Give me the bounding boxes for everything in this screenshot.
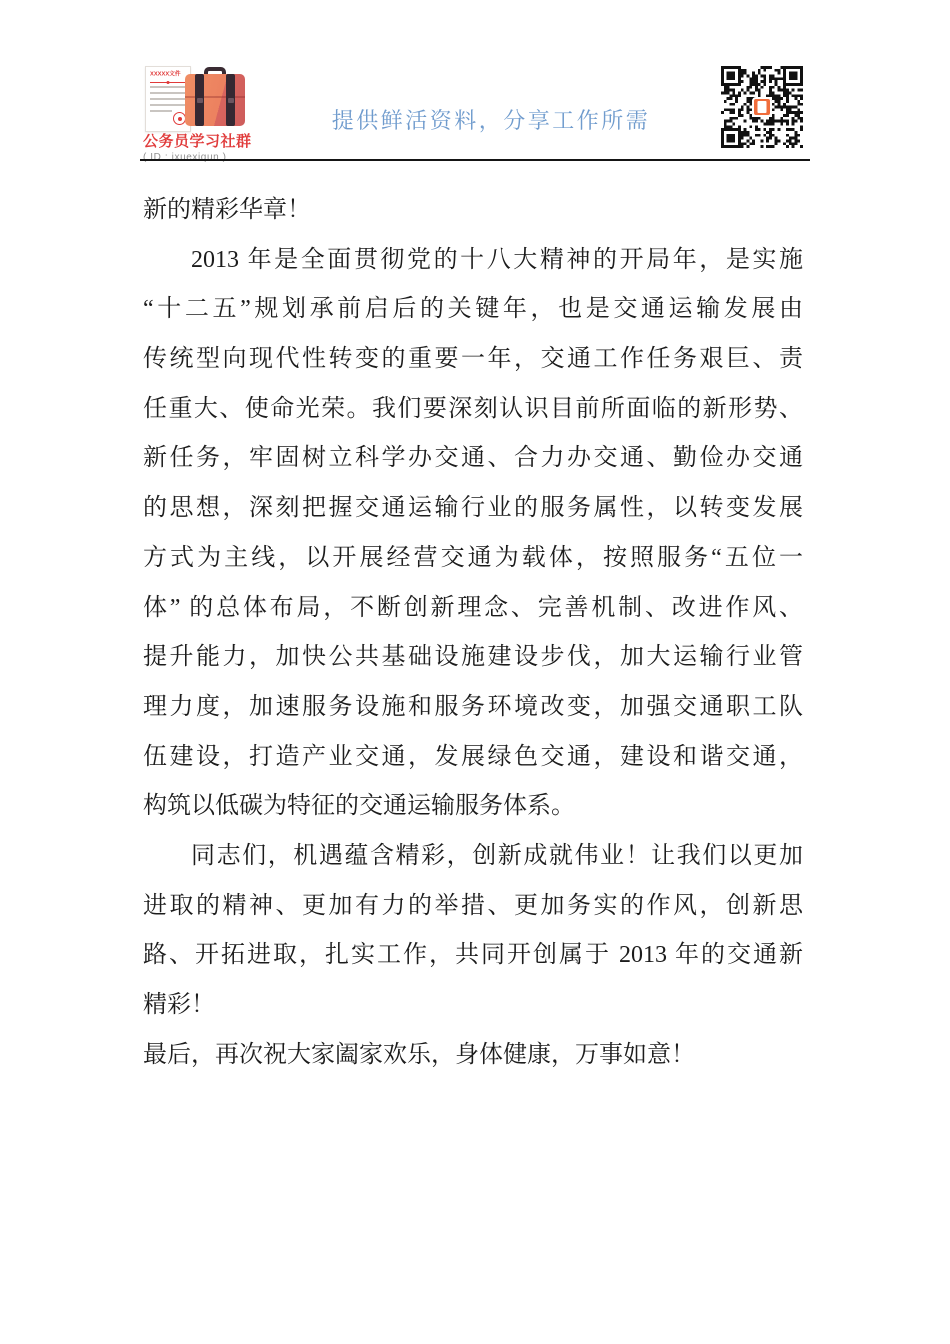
qr-center-icon: [752, 97, 772, 117]
text-line: 路、开拓进取，扎实工作，共同开创属于 2013 年的交通新: [143, 942, 803, 969]
text-line: 理力度，加速服务设施和服务环境改变，加强交通职工队: [143, 693, 803, 720]
document-icon-label: XXXXX文件: [150, 71, 181, 78]
text-line: 最后，再次祝大家阖家欢乐，身体健康，万事如意！: [143, 1041, 695, 1068]
document-icon-divider: [150, 82, 186, 83]
document-body: [143, 186, 803, 1080]
logo-artwork: [143, 64, 261, 124]
page-header: [143, 64, 803, 163]
text-line: 体” 的总体布局，不断创新理念、完善机制、改进作风、: [143, 594, 803, 621]
text-line: 新任务，牢固树立科学办交通、合力办交通、勤俭办交通: [143, 445, 803, 472]
text-line: “十二五”规划承前启后的关键年，也是交通运输发展由: [143, 296, 803, 323]
text-line: 传统型向现代性转变的重要一年，交通工作任务艰巨、责: [143, 346, 803, 373]
text-line: 进取的精神、更加有力的举措、更加务实的作风，创新思: [143, 892, 803, 919]
text-line: 方式为主线，以开展经营交通为载体，按照服务“五位一: [143, 544, 803, 571]
text-line: 伍建设，打造产业交通，发展绿色交通，建设和谐交通，: [143, 743, 803, 770]
text-line: 同志们，机遇蕴含精彩，创新成就伟业！让我们以更加: [191, 842, 803, 869]
text-line: 新的精彩华章！: [143, 197, 311, 223]
text-line: 2013 年是全面贯彻党的十八大精神的开局年，是实施: [191, 246, 803, 273]
qr-code: [721, 66, 803, 148]
text-line: 提升能力，加快公共基础设施建设步伐，加大运输行业管: [143, 644, 803, 671]
header-divider: [140, 159, 810, 161]
brand-logo: [143, 64, 261, 163]
briefcase-icon: [185, 74, 245, 126]
text-line: 构筑以低碳为特征的交通运输服务体系。: [143, 793, 575, 820]
text-line: 精彩！: [143, 992, 215, 1018]
brand-name: 公务员学习社群: [143, 133, 252, 150]
brand-id: ( ID : ixuexiqun ): [143, 152, 227, 163]
text-line: 任重大、使命光荣。我们要深刻认识目前所面临的新形势、: [143, 395, 803, 422]
header-tagline: 提供鲜活资料，分享工作所需: [331, 108, 651, 133]
text-line: 的思想，深刻把握交通运输行业的服务属性，以转变发展: [143, 495, 803, 522]
